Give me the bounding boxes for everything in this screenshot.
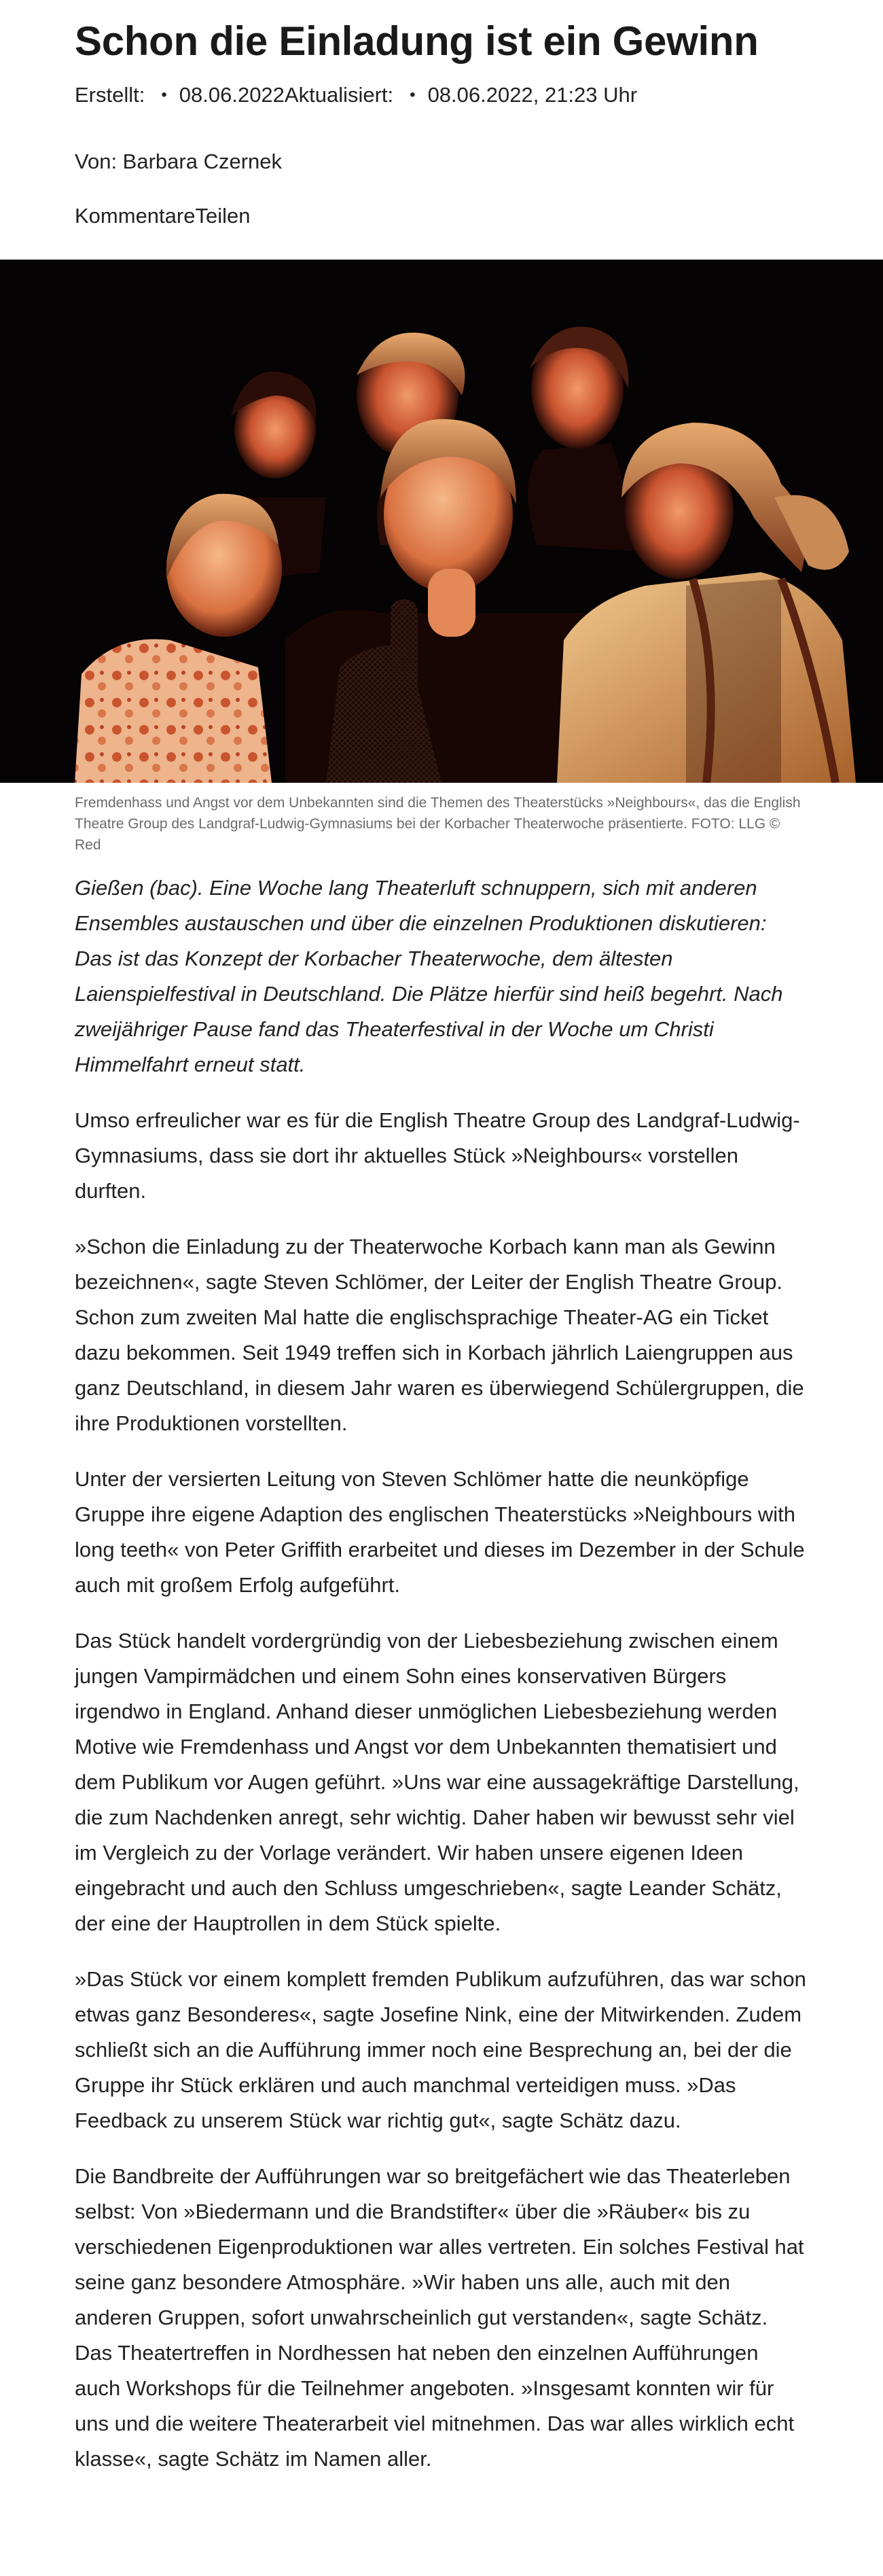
article-title: Schon die Einladung ist ein Gewinn xyxy=(75,18,759,64)
comments-link[interactable]: Kommentare xyxy=(75,204,196,228)
body-paragraph: Das Stück handelt vordergründig von der Liebesbeziehung zwischen einem jungen Vampirmädchen und einem Sohn eines konservativen Bürgers irgendwo in England. Anhand dieser unmöglichen Liebesbeziehung werden Motive wie Fremdenhass und Angst vor dem Unbekannten thematisiert und dem Publikum vor Augen geführt. »Uns war eine aussagekräftige Darstellung, die zum Nachdenken anregt, sehr wichtig. Daher haben wir bewusst sehr viel im Vergleich zu der Vorlage verändert. Wir haben unsere eigenen Ideen eingebracht und auch den Schluss umgeschrieben«, sagte Leander Schätz, der eine der Hauptrollen in dem Stück spielte. xyxy=(75,1629,799,1935)
share-link[interactable]: Teilen xyxy=(195,204,251,228)
article-figure xyxy=(0,260,883,855)
article-actions xyxy=(75,201,808,231)
photo-caption: Fremdenhass und Angst vor dem Unbekannten sind die Themen des Theaterstücks »Neighbours«, das die English Theatre Group des Landgraf-Ludwig-Gymnasiums bei der Korbacher Theaterwoche präsentierte. FOTO: LLG © Red xyxy=(75,795,801,853)
body-paragraph: »Schon die Einladung zu der Theaterwoche Korbach kann man als Gewinn bezeichnen«, sagte Steven Schlömer, der Leiter der English Theatre Group. Schon zum zweiten Mal hatte die englischsprachige Theater-AG ein Ticket dazu bekommen. Seit 1949 treffen sich in Korbach jährlich Laiengruppen aus ganz Deutschland, in diesem Jahr waren es überwiegend Schülergruppen, die ihre Produktionen vorstellten. xyxy=(75,1235,804,1435)
created-label: Erstellt: xyxy=(75,83,145,107)
updated-date: 08.06.2022, 21:23 Uhr xyxy=(427,83,638,107)
body-paragraph: Die Bandbreite der Aufführungen war so breitgefächert wie das Theaterleben selbst: Von »Biedermann und die Brandstifter« über die »Räuber« bis zu verschiedenen Eigenproduktionen war alles vertreten. Ein solches Festival hat seine ganz besondere Atmosphäre. »Wir haben uns alle, auch mit den anderen Gruppen, sofort unwahrscheinlich gut verstanden«, sagte Schätz. Das Theatertreffen in Nordhessen hat neben den einzelnen Aufführungen auch Workshops für die Teilnehmer angeboten. »Insgesamt konnten wir für uns und die weitere Theaterarbeit viel mitnehmen. Das war alles wirklich echt klasse«, sagte Schätz im Namen aller. xyxy=(75,2164,804,2471)
lead-paragraph: Gießen (bac). Eine Woche lang Theaterluft schnuppern, sich mit anderen Ensembles austauschen und über die einzelnen Produktionen diskutieren: Das ist das Konzept der Korbacher Theaterwoche, dem ältesten Laienspielfestival in Deutschland. Die Plätze hierfür sind heiß begehrt. Nach zweijähriger Pause fand das Theaterfestival in der Woche um Christi Himmelfahrt erneut statt. xyxy=(75,876,783,1076)
article-header xyxy=(0,0,883,231)
article-meta xyxy=(75,80,808,110)
body-paragraph: »Das Stück vor einem komplett fremden Publikum aufzuführen, das war schon etwas ganz Besonderes«, sagte Josefine Nink, eine der Mitwirkenden. Zudem schließt sich an die Aufführung immer noch eine Besprechung an, bei der die Gruppe ihr Stück erklären und auch manchmal verteidigen muss. »Das Feedback zu unserem Stück war richtig gut«, sagte Schätz dazu. xyxy=(75,1967,806,2132)
article-body xyxy=(0,855,883,2477)
author-byline: Von: Barbara Czernek xyxy=(75,149,283,173)
created-date: 08.06.2022 xyxy=(179,83,285,107)
article-photo[interactable] xyxy=(0,260,883,783)
bullet-separator: • xyxy=(161,86,167,104)
body-paragraph: Unter der versierten Leitung von Steven Schlömer hatte die neunköpfige Gruppe ihre eigene Adaption des englischen Theaterstücks »Neighbours with long teeth« von Peter Griffith erarbeitet und dieses im Dezember in der Schule auch mit großem Erfolg aufgeführt. xyxy=(75,1467,805,1597)
bullet-separator: • xyxy=(410,86,416,104)
updated-label: Aktualisiert: xyxy=(284,83,394,107)
body-paragraph: Umso erfreulicher war es für die English Theatre Group des Landgraf-Ludwig-Gymnasiums, dass sie dort ihr aktuelles Stück »Neighbours« vorstellen durften. xyxy=(75,1108,800,1203)
